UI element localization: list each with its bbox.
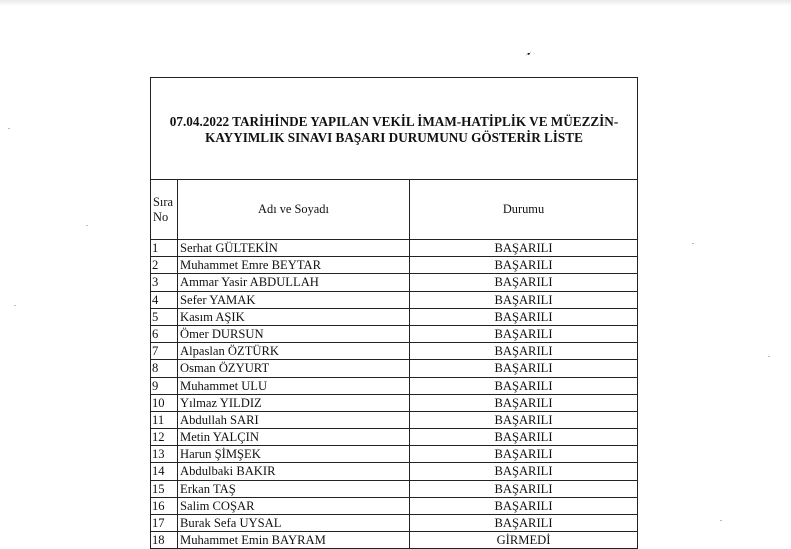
scan-speck [692, 243, 694, 244]
row-status: BAŞARILI [494, 344, 553, 359]
row-number: 2 [151, 257, 178, 273]
scan-speck [720, 520, 722, 521]
row-name: Yılmaz YILDIZ [178, 395, 410, 411]
row-name: Muhammet Emre BEYTAR [178, 257, 410, 273]
table-row [151, 463, 637, 480]
row-name: Muhammet Emin BAYRAM [178, 532, 410, 548]
row-name: Kasım AŞIK [178, 309, 410, 325]
row-number: 17 [151, 515, 178, 531]
row-number: 16 [151, 498, 178, 514]
row-number: 8 [151, 360, 178, 376]
row-number: 3 [151, 274, 178, 290]
table-row [151, 257, 637, 274]
table-row [151, 274, 637, 291]
row-status: BAŞARILI [494, 447, 553, 462]
row-name: Alpaslan ÖZTÜRK [178, 343, 410, 359]
table-row [151, 412, 637, 429]
row-number: 18 [151, 532, 178, 548]
row-name: Sefer YAMAK [178, 292, 410, 308]
row-number: 14 [151, 463, 178, 479]
header-name: Adı ve Soyadı [178, 180, 410, 239]
row-status: BAŞARILI [494, 326, 553, 341]
row-status: BAŞARILI [494, 361, 553, 376]
table-row [151, 309, 637, 326]
page-top-edge [0, 0, 791, 6]
title-line-2: KAYYIMLIK SINAVI BAŞARI DURUMUNU GÖSTERİR LİSTE [205, 129, 583, 145]
row-number: 4 [151, 292, 178, 308]
row-number: 11 [151, 412, 178, 428]
ink-blot-mark [524, 49, 533, 58]
table-row [151, 240, 637, 257]
row-status: BAŞARILI [494, 258, 553, 273]
row-name: Osman ÖZYURT [178, 360, 410, 376]
results-document [150, 77, 638, 549]
row-status: BAŞARILI [494, 412, 553, 427]
row-name: Abdullah SARI [178, 412, 410, 428]
header-status: Durumu [502, 202, 545, 216]
row-number: 9 [151, 378, 178, 394]
table-header [151, 180, 637, 240]
scan-speck [86, 225, 88, 226]
row-number: 1 [151, 240, 178, 256]
row-status: BAŞARILI [494, 309, 553, 324]
table-row [151, 360, 637, 377]
row-status: GİRMEDİ [496, 533, 551, 548]
table-row [151, 429, 637, 446]
table-row [151, 515, 637, 532]
table-row [151, 378, 637, 395]
row-number: 15 [151, 481, 178, 497]
row-status: BAŞARILI [494, 481, 553, 496]
scan-speck [14, 305, 16, 306]
row-status: BAŞARILI [494, 464, 553, 479]
row-number: 7 [151, 343, 178, 359]
row-name: Serhat GÜLTEKİN [178, 240, 410, 256]
header-sira-no: Sıra No [151, 180, 178, 239]
title-line-1: 07.04.2022 TARİHİNDE YAPILAN VEKİL İMAM-HATİPLİK VE MÜEZZİN- [169, 113, 619, 129]
row-name: Ammar Yasir ABDULLAH [178, 274, 410, 290]
document-title [151, 78, 637, 180]
row-name: Muhammet ULU [178, 378, 410, 394]
table-row [151, 326, 637, 343]
row-number: 12 [151, 429, 178, 445]
scan-speck [8, 128, 10, 129]
table-row [151, 395, 637, 412]
table-row [151, 292, 637, 309]
row-status: BAŞARILI [494, 430, 553, 445]
row-name: Ömer DURSUN [178, 326, 410, 342]
row-name: Erkan TAŞ [178, 481, 410, 497]
row-name: Burak Sefa UYSAL [178, 515, 410, 531]
row-status: BAŞARILI [494, 241, 553, 255]
row-status: BAŞARILI [494, 292, 553, 307]
table-row [151, 446, 637, 463]
row-number: 5 [151, 309, 178, 325]
row-number: 10 [151, 395, 178, 411]
table-row [151, 343, 637, 360]
row-name: Salim COŞAR [178, 498, 410, 514]
table-row [151, 498, 637, 515]
table-row [151, 481, 637, 498]
table-row [151, 532, 637, 549]
row-status: BAŞARILI [494, 275, 553, 290]
row-status: BAŞARILI [494, 498, 553, 513]
scan-speck [768, 356, 770, 357]
row-number: 6 [151, 326, 178, 342]
row-status: BAŞARILI [494, 516, 553, 530]
row-name: Abdulbaki BAKIR [178, 463, 410, 479]
table-body [151, 240, 637, 549]
row-number: 13 [151, 446, 178, 462]
row-name: Harun ŞİMŞEK [178, 446, 410, 462]
row-status: BAŞARILI [494, 378, 553, 393]
row-name: Metin YALÇIN [178, 429, 410, 445]
row-status: BAŞARILI [494, 395, 553, 410]
